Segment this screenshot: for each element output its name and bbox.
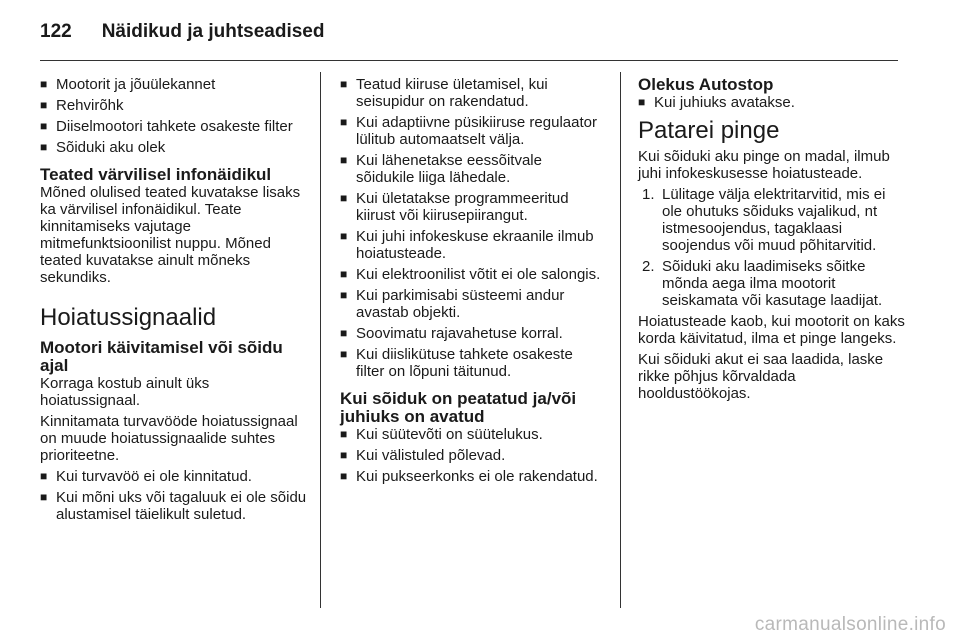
- paragraph: Korraga kostub ainult üks hoiatussignaal.: [40, 375, 210, 409]
- section-title: Hoiatussignaalid: [40, 304, 217, 331]
- list-item: ■ Kui ületatakse programmeeritud kiirust või kiirusepiirangut.: [340, 190, 602, 224]
- list-item: ■ Diiselmootori tahkete osakeste filter: [40, 118, 308, 135]
- column-divider-1: [320, 72, 321, 608]
- list-item: ■ Rehvirõhk: [40, 97, 308, 114]
- list-item: ■ Kui adaptiivne püsikiiruse regulaator lülitub automaatselt välja.: [340, 114, 602, 148]
- page-header: [40, 14, 324, 50]
- step-text: Lülitage välja elektritarvitid, mis ei ole ohutuks sõiduks vajalikud, nt istmesoojendus, tagaklaasi soojendus või muud põhitarvitid.: [662, 186, 886, 254]
- header-rule: [40, 60, 898, 61]
- paragraph: Kinnitamata turvavööde hoiatussignaal on muude hoiatussignaalide suhtes prioriteetne.: [40, 413, 298, 464]
- chapter-title: Näidikud ja juhtseadised: [101, 21, 325, 42]
- list-item: [638, 258, 906, 309]
- paragraph: Kui sõiduki akut ei saa laadida, laske rikke põhjus kõrvaldada hooldustöökojas.: [638, 351, 884, 402]
- subheading: Olekus Autostop: [638, 75, 774, 94]
- bullet-list: [340, 76, 602, 380]
- list-item: ■ Kui süütevõti on süütelukus.: [340, 426, 602, 443]
- list-item: ■ Mootorit ja jõuülekannet: [40, 76, 308, 93]
- step-number: 1.: [642, 186, 655, 203]
- column-1: [40, 76, 308, 527]
- list-item: [638, 186, 906, 254]
- numbered-list: [638, 186, 906, 309]
- list-item: ■ Kui lähenetakse eessõitvale sõidukile liiga lähedale.: [340, 152, 602, 186]
- step-number: 2.: [642, 258, 655, 275]
- subheading: Mootori käivitamisel või sõidu ajal: [40, 338, 283, 375]
- subheading: Teated värvilisel infonäidikul: [40, 165, 272, 184]
- list-item: ■ Kui mõni uks või tagaluuk ei ole sõidu alustamisel täielikult suletud.: [40, 489, 308, 523]
- list-item: ■ Kui turvavöö ei ole kinnitatud.: [40, 468, 308, 485]
- list-item: ■ Kui välistuled põlevad.: [340, 447, 602, 464]
- list-item: ■ Soovimatu rajavahetuse korral.: [340, 325, 602, 342]
- list-item: ■ Kui juhi infokeskuse ekraanile ilmub hoiatusteade.: [340, 228, 602, 262]
- step-text: Sõiduki aku laadimiseks sõitke mõnda aega ilma mootorit seiskamata või kasutage laadijat.: [662, 258, 883, 309]
- paragraph: Mõned olulised teated kuvatakse lisaks ka värvilisel infonäidikul. Teate kinnitamiseks vajutage mitmefunktsioonilist nuppu. Mõned teated kuvatakse ainult mõneks sekundiks.: [40, 184, 301, 286]
- list-item: ■ Kui parkimisabi süsteemi andur avastab objekti.: [340, 287, 602, 321]
- list-item: ■ Kui elektroonilist võtit ei ole salongis.: [340, 266, 602, 283]
- bullet-list: [638, 94, 906, 111]
- paragraph: Kui sõiduki aku pinge on madal, ilmub juhi infokeskusesse hoiatusteade.: [638, 148, 890, 182]
- list-item: ■ Kui diislikütuse tahkete osakeste filter on lõpuni täitunud.: [340, 346, 602, 380]
- list-item: ■ Teatud kiiruse ületamisel, kui seisupidur on rakendatud.: [340, 76, 602, 110]
- bullet-list: [40, 468, 308, 523]
- list-item: ■ Kui pukseerkonks ei ole rakendatud.: [340, 468, 602, 485]
- section-title: Patarei pinge: [638, 117, 780, 144]
- column-3: [638, 76, 906, 406]
- column-divider-2: [620, 72, 621, 608]
- column-2: [340, 76, 602, 489]
- page-number: 122: [40, 21, 72, 42]
- list-item: ■ Sõiduki aku olek: [40, 139, 308, 156]
- watermark: carmanualsonline.info: [754, 614, 946, 635]
- bullet-list: [340, 426, 602, 485]
- list-item: ■ Kui juhiuks avatakse.: [638, 94, 906, 111]
- bullet-list: [40, 76, 308, 156]
- subheading: Kui sõiduk on peatatud ja/või juhiuks on avatud: [340, 389, 577, 426]
- paragraph: Hoiatusteade kaob, kui mootorit on kaks korda käivitatud, ilma et pinge langeks.: [638, 313, 905, 347]
